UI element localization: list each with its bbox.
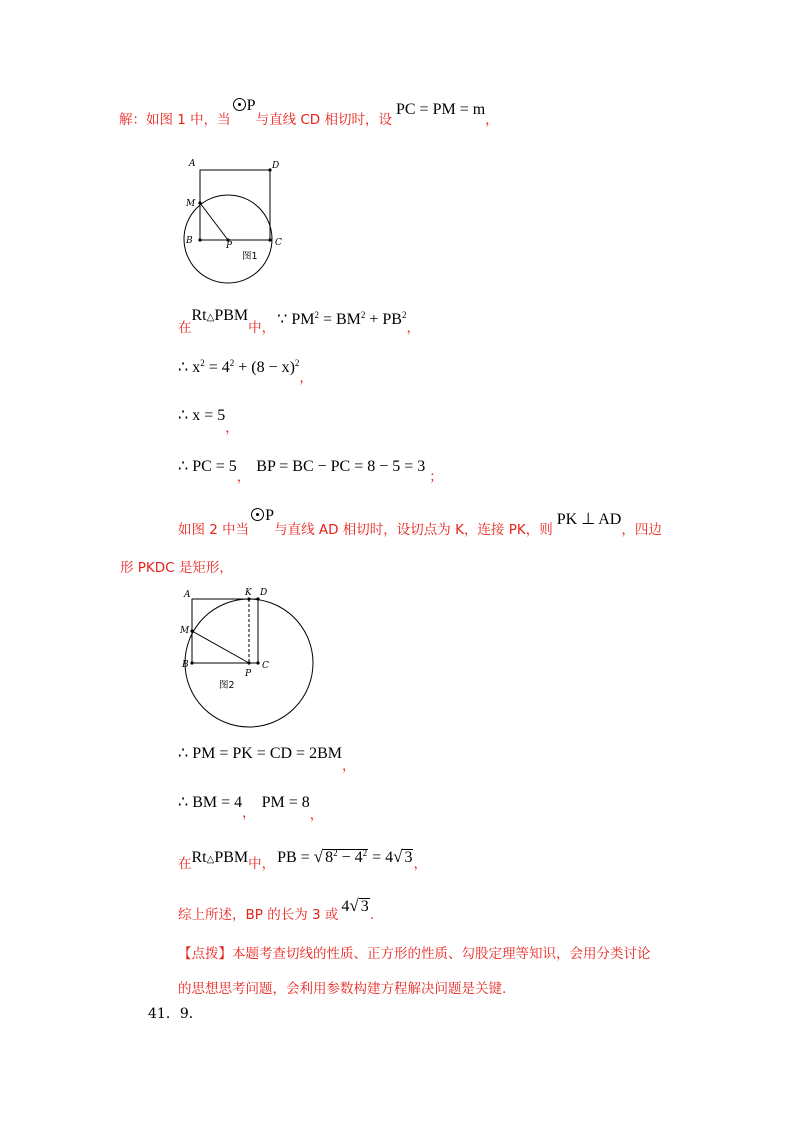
label-d: D	[260, 588, 268, 598]
square-abcd	[192, 599, 258, 663]
label-m: M	[186, 199, 196, 209]
label-a: A	[184, 590, 191, 600]
pc-bp-line: ∴ PC = $5_,BP$ = BC − PC = $8 - 5 = 3_;$	[178, 458, 443, 485]
figure-2	[172, 584, 322, 734]
bm-pm-line: ∴ BM = $4_,PM = 8_,$	[178, 794, 324, 823]
equation-bp-3: BP = BC − PC = 8 − 5 = 3	[256, 458, 426, 475]
rectangle-statement: 形 PKDC 是矩形，	[120, 560, 233, 576]
segment-mp	[200, 203, 228, 240]
value-4-sqrt-3: 4√ 3	[341, 896, 369, 915]
equation-pc-pm: PC = PM = m	[395, 101, 486, 118]
label-k: K	[245, 588, 252, 598]
point-b	[198, 238, 201, 241]
pythagoras-equation: ∵ $PM^2 = BM^2 + PB^2$	[277, 310, 407, 328]
figure-2-caption: 图2	[219, 680, 235, 691]
label-c: C	[262, 661, 269, 671]
equation-pm-2bm: ∴ PM = PK = CD = 2BM	[178, 745, 342, 762]
label-a: A	[189, 159, 196, 169]
figure-1-caption: 图1	[242, 251, 258, 262]
equation-pb-sqrt: PB = √ $8^2 - 4^2 = 4√$ 3	[277, 847, 413, 866]
equation-pm-8: PM = 8	[261, 794, 310, 811]
circle-dot-icon	[251, 508, 264, 521]
point-m	[198, 201, 201, 204]
point-p	[247, 661, 250, 664]
tip-line-2: 的思想思考问题，会利用参数构建方程解决问题是关键.	[178, 981, 507, 997]
label-d: D	[272, 161, 280, 171]
point-c	[268, 238, 271, 241]
case-two-intro-line: $_{如图 2 中当}P_{与直线 AD 相切时,设切点为 K,连接 PK,则}PK$ ⊥ $AD_{,四边}$	[178, 507, 662, 538]
equation-x-squared: ∴ $x^2 = 4^2 + (8 - x)^2$	[178, 358, 300, 376]
square-abcd	[200, 170, 270, 240]
rt-triangle-pbm-2: Rt△PBM	[191, 849, 249, 866]
segment-mp	[192, 631, 249, 663]
point-c	[256, 661, 259, 664]
rt-pbm-line: $_在Rt\triangle PBM_{中,}$ ∵ $PM^2 = BM^2 + PB^2_,$	[178, 307, 420, 336]
tip-bracket: 【点拨】	[178, 946, 232, 962]
pm-pk-cd-line: ∴ PM = PK = CD = $2BM_,$	[178, 745, 356, 774]
intro-text: 解：如图 1 中，当	[119, 112, 231, 128]
equation-x-equals-5: ∴ x = 5	[178, 407, 226, 424]
label-b: B	[182, 660, 189, 670]
label-p: P	[226, 241, 233, 251]
figure-1	[172, 155, 292, 285]
equation-bm-4: ∴ BM = 4	[178, 794, 243, 811]
conclusion-line: $_{综上所述,BP 的长为 3 或}$ 4√ $3_.$	[178, 896, 375, 923]
pb-value-line: $_在Rt\triangle PBM_{中,}$ PB = √ $8^2 - 4^2 = 4√$ $3_,$	[178, 847, 427, 872]
equation-x-line: ∴ $x^2 = 4^2 + (8 - x)^2_,$	[178, 358, 313, 386]
next-item-number: 41．9．	[148, 1006, 203, 1022]
equation-pc-5: ∴ PC = 5	[178, 458, 237, 475]
label-b: B	[186, 236, 193, 246]
point-b	[190, 661, 193, 664]
label-m: M	[180, 626, 190, 636]
circle-dot-icon	[233, 98, 246, 111]
point-m	[190, 629, 193, 632]
rt-triangle-pbm: Rt△PBM	[191, 307, 249, 324]
tangent-text: 与直线 CD 相切时，设	[255, 112, 392, 128]
equation-pk-perp-ad: PK ⊥ AD	[556, 511, 622, 528]
label-c: C	[275, 238, 282, 248]
solution-intro-line: $_{解:如图 1 中,当}P_{与直线 CD 相切时,设}PC$ = PM = $m_,$	[119, 97, 499, 128]
x-equals-line: ∴ $x = 5_,$	[178, 407, 239, 436]
tip-line-1: 【点拨】本题考查切线的性质、正方形的性质、勾股定理等知识，会用分类讨论	[178, 946, 651, 962]
circle-p-symbol: P	[233, 97, 256, 114]
circle-p-symbol-2: P	[251, 507, 274, 524]
label-p: P	[245, 669, 252, 679]
